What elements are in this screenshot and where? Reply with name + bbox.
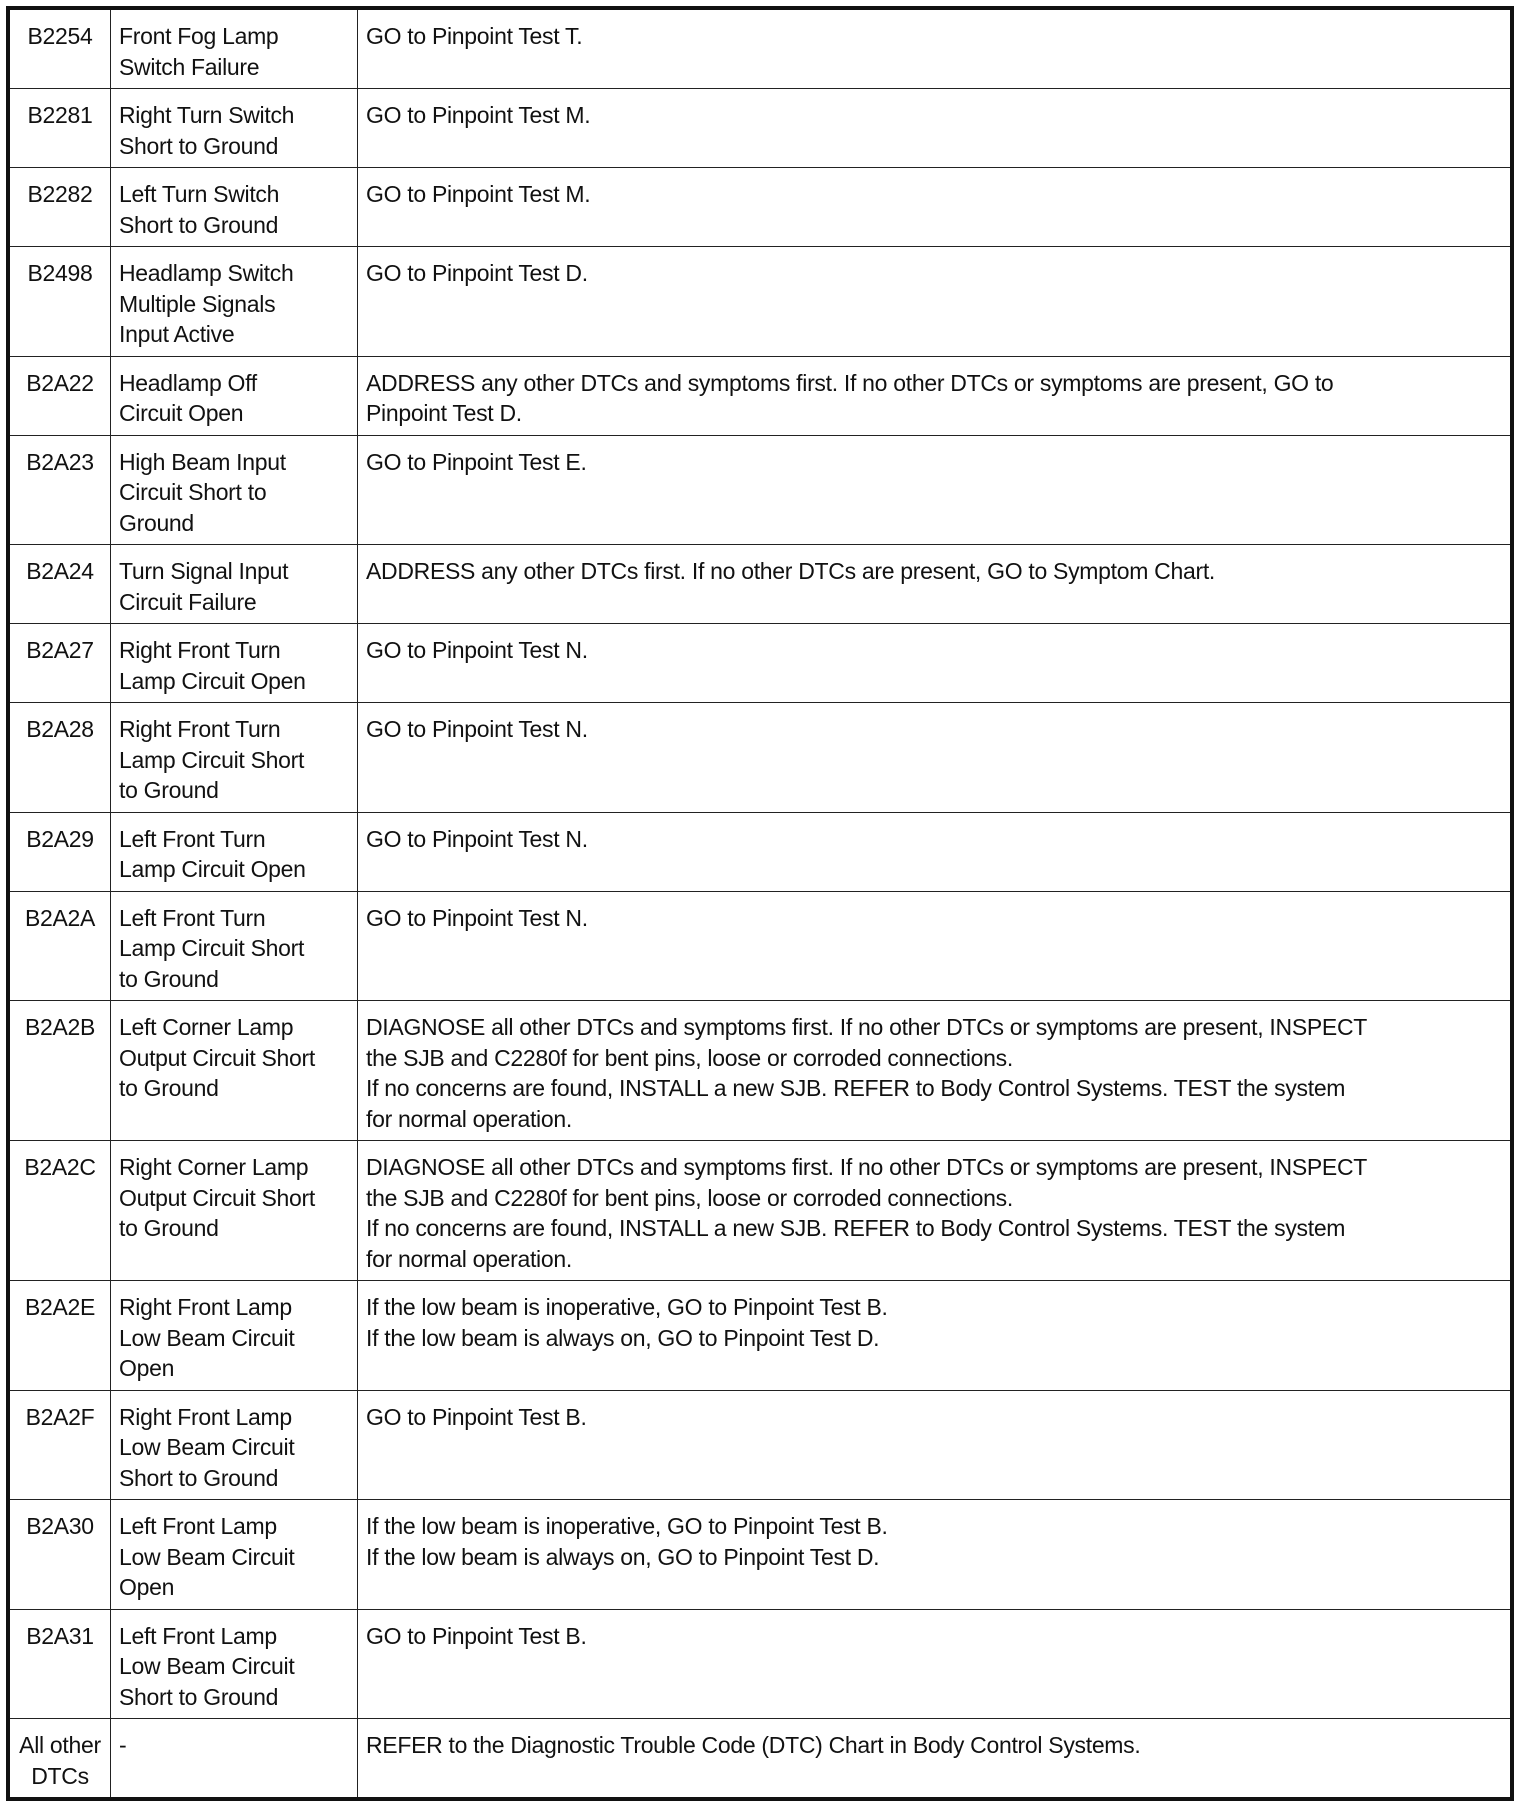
dtc-description-line: Lamp Circuit Short xyxy=(119,746,305,773)
dtc-description-line: - xyxy=(119,1732,127,1758)
action-line: GO to Pinpoint Test M. xyxy=(366,102,591,128)
action-line: GO to Pinpoint Test D. xyxy=(366,260,588,286)
dtc-code-line: B2254 xyxy=(27,23,93,49)
action-line: DIAGNOSE all other DTCs and symptoms first. If no other DTCs or symptoms are present, INSPECT xyxy=(366,1014,1368,1040)
dtc-description-line: Short to Ground xyxy=(119,1683,279,1710)
table-row xyxy=(8,1500,1512,1610)
table-row xyxy=(8,1141,1512,1281)
dtc-description-line: Short to Ground xyxy=(119,132,279,159)
action-cell xyxy=(358,1719,1513,1800)
dtc-code-cell xyxy=(8,1281,111,1391)
action-cell xyxy=(358,1390,1513,1500)
action-cell xyxy=(358,1609,1513,1719)
dtc-description-cell xyxy=(111,1719,358,1800)
dtc-description-line: to Ground xyxy=(119,1075,219,1101)
dtc-code-line: B2A2E xyxy=(24,1294,96,1320)
dtc-description-cell xyxy=(111,1500,358,1610)
dtc-table xyxy=(6,6,1514,1801)
action-line: the SJB and C2280f for bent pins, loose or corroded connections. xyxy=(366,1044,1013,1071)
table-row xyxy=(8,545,1512,624)
action-cell xyxy=(358,1141,1513,1281)
table-row xyxy=(8,1390,1512,1500)
dtc-description-line: Circuit Open xyxy=(119,400,244,426)
dtc-description-cell xyxy=(111,435,358,545)
dtc-description-line: Left Front Lamp xyxy=(119,1622,277,1649)
action-cell xyxy=(358,247,1513,357)
dtc-description-line: Output Circuit Short xyxy=(119,1044,315,1071)
action-line: If the low beam is inoperative, GO to Pinpoint Test B. xyxy=(366,1513,888,1539)
dtc-code-line: B2A29 xyxy=(26,825,94,852)
action-line: GO to Pinpoint Test B. xyxy=(366,1622,587,1649)
action-cell xyxy=(358,356,1513,435)
table-row xyxy=(8,1609,1512,1719)
dtc-description-line: Short to Ground xyxy=(119,211,279,238)
table-row xyxy=(8,1281,1512,1391)
dtc-code-line: B2A2F xyxy=(25,1403,95,1430)
dtc-description-line: Low Beam Circuit xyxy=(119,1543,295,1570)
table-row xyxy=(8,89,1512,168)
action-cell xyxy=(358,812,1513,891)
action-line: ADDRESS any other DTCs first. If no other DTCs are present, GO to Symptom Chart. xyxy=(366,558,1216,584)
dtc-description-cell xyxy=(111,89,358,168)
dtc-description-line: Low Beam Circuit xyxy=(119,1324,295,1351)
action-line: for normal operation. xyxy=(366,1245,572,1272)
dtc-description-cell xyxy=(111,891,358,1001)
dtc-code-cell xyxy=(8,1719,111,1800)
dtc-description-cell xyxy=(111,1141,358,1281)
dtc-description-line: Switch Failure xyxy=(119,53,260,80)
dtc-code-line: B2A30 xyxy=(26,1513,94,1539)
dtc-description-line: to Ground xyxy=(119,1215,219,1241)
dtc-code-cell xyxy=(8,89,111,168)
dtc-description-line: Short to Ground xyxy=(119,1464,279,1491)
dtc-description-line: Left Turn Switch xyxy=(119,181,280,207)
dtc-description-cell xyxy=(111,703,358,813)
dtc-description-line: Lamp Circuit Open xyxy=(119,856,306,882)
table-row xyxy=(8,356,1512,435)
dtc-description-line: Left Front Turn xyxy=(119,825,266,852)
action-line: If no concerns are found, INSTALL a new SJB. REFER to Body Control Systems. TEST the system xyxy=(366,1215,1346,1241)
dtc-code-line: B2A28 xyxy=(26,716,94,742)
dtc-description-cell xyxy=(111,247,358,357)
action-line: GO to Pinpoint Test B. xyxy=(366,1403,587,1430)
dtc-description-cell xyxy=(111,1001,358,1141)
table-row xyxy=(8,1719,1512,1800)
dtc-code-cell xyxy=(8,1390,111,1500)
dtc-description-line: Right Front Turn xyxy=(119,716,281,742)
dtc-description-line: Low Beam Circuit xyxy=(119,1653,295,1679)
table-row xyxy=(8,435,1512,545)
dtc-description-line: Circuit Short to xyxy=(119,479,267,505)
dtc-description-line: Lamp Circuit Open xyxy=(119,667,306,694)
dtc-description-line: Lamp Circuit Short xyxy=(119,935,305,961)
dtc-description-line: Left Front Turn xyxy=(119,904,266,931)
dtc-description-line: Right Front Lamp xyxy=(119,1294,292,1320)
dtc-code-line: B2281 xyxy=(27,102,93,128)
dtc-description-cell xyxy=(111,545,358,624)
action-line: REFER to the Diagnostic Trouble Code (DTC) Chart in Body Control Systems. xyxy=(366,1732,1141,1758)
dtc-table-body xyxy=(8,8,1512,1799)
dtc-description-line: Input Active xyxy=(119,321,235,347)
dtc-code-cell xyxy=(8,1001,111,1141)
action-cell xyxy=(358,8,1513,89)
dtc-code-cell xyxy=(8,247,111,357)
action-line: ADDRESS any other DTCs and symptoms first. If no other DTCs or symptoms are present, GO to xyxy=(366,369,1334,396)
dtc-code-cell xyxy=(8,1141,111,1281)
dtc-description-line: Headlamp Off xyxy=(119,369,257,396)
dtc-code-cell xyxy=(8,545,111,624)
dtc-code-line: B2A2A xyxy=(24,904,96,931)
dtc-description-cell xyxy=(111,8,358,89)
action-line: for normal operation. xyxy=(366,1105,572,1132)
dtc-description-line: Output Circuit Short xyxy=(119,1184,315,1211)
action-cell xyxy=(358,1500,1513,1610)
action-cell xyxy=(358,168,1513,247)
action-cell xyxy=(358,545,1513,624)
table-row xyxy=(8,891,1512,1001)
dtc-code-line: DTCs xyxy=(31,1762,89,1789)
dtc-code-cell xyxy=(8,1609,111,1719)
action-line: GO to Pinpoint Test N. xyxy=(366,637,588,663)
action-line: If the low beam is always on, GO to Pinpoint Test D. xyxy=(366,1324,880,1351)
action-line: GO to Pinpoint Test M. xyxy=(366,181,591,207)
dtc-code-line: All other xyxy=(19,1732,101,1758)
dtc-code-line: B2498 xyxy=(27,260,93,286)
dtc-code-line: B2A22 xyxy=(26,369,94,396)
dtc-description-line: Left Front Lamp xyxy=(119,1513,277,1539)
dtc-code-line: B2A2C xyxy=(24,1154,96,1180)
table-row xyxy=(8,624,1512,703)
dtc-code-cell xyxy=(8,435,111,545)
dtc-code-cell xyxy=(8,356,111,435)
table-row xyxy=(8,247,1512,357)
dtc-description-cell xyxy=(111,168,358,247)
table-row xyxy=(8,168,1512,247)
action-line: GO to Pinpoint Test N. xyxy=(366,716,588,742)
action-line: If the low beam is always on, GO to Pinpoint Test D. xyxy=(366,1543,880,1570)
dtc-code-line: B2A2B xyxy=(24,1014,96,1040)
dtc-code-cell xyxy=(8,168,111,247)
dtc-code-line: B2A27 xyxy=(26,637,94,663)
dtc-description-line: High Beam Input xyxy=(119,448,286,475)
action-cell xyxy=(358,1281,1513,1391)
dtc-description-line: Right Corner Lamp xyxy=(119,1154,309,1180)
action-cell xyxy=(358,1001,1513,1141)
action-line: GO to Pinpoint Test T. xyxy=(366,23,583,49)
action-line: DIAGNOSE all other DTCs and symptoms first. If no other DTCs or symptoms are present, INSPECT xyxy=(366,1154,1368,1180)
dtc-code-cell xyxy=(8,624,111,703)
table-row xyxy=(8,1001,1512,1141)
action-line: the SJB and C2280f for bent pins, loose or corroded connections. xyxy=(366,1184,1013,1211)
dtc-description-line: Multiple Signals xyxy=(119,290,276,317)
dtc-description-line: to Ground xyxy=(119,777,219,803)
action-line: GO to Pinpoint Test N. xyxy=(366,825,588,852)
dtc-description-cell xyxy=(111,1281,358,1391)
table-row xyxy=(8,812,1512,891)
dtc-description-cell xyxy=(111,356,358,435)
dtc-description-line: Open xyxy=(119,1574,175,1600)
dtc-description-line: Low Beam Circuit xyxy=(119,1434,295,1460)
dtc-description-line: Right Front Lamp xyxy=(119,1403,292,1430)
dtc-description-cell xyxy=(111,812,358,891)
action-cell xyxy=(358,435,1513,545)
action-line: GO to Pinpoint Test N. xyxy=(366,904,588,931)
action-line: If no concerns are found, INSTALL a new SJB. REFER to Body Control Systems. TEST the system xyxy=(366,1075,1346,1101)
dtc-code-cell xyxy=(8,1500,111,1610)
dtc-description-line: Ground xyxy=(119,509,194,536)
action-line: Pinpoint Test D. xyxy=(366,400,522,426)
dtc-description-line: to Ground xyxy=(119,965,219,992)
dtc-description-line: Circuit Failure xyxy=(119,588,257,615)
action-line: If the low beam is inoperative, GO to Pinpoint Test B. xyxy=(366,1294,888,1320)
dtc-code-line: B2A31 xyxy=(26,1622,94,1649)
action-cell xyxy=(358,891,1513,1001)
dtc-description-line: Front Fog Lamp xyxy=(119,23,279,49)
action-line: GO to Pinpoint Test E. xyxy=(366,448,587,475)
dtc-code-cell xyxy=(8,703,111,813)
dtc-code-cell xyxy=(8,812,111,891)
dtc-description-cell xyxy=(111,1609,358,1719)
dtc-description-cell xyxy=(111,1390,358,1500)
action-cell xyxy=(358,624,1513,703)
action-cell xyxy=(358,703,1513,813)
dtc-code-cell xyxy=(8,891,111,1001)
dtc-description-line: Right Turn Switch xyxy=(119,102,295,128)
dtc-description-line: Right Front Turn xyxy=(119,637,281,663)
table-row xyxy=(8,8,1512,89)
dtc-code-line: B2A23 xyxy=(26,448,94,475)
dtc-description-line: Headlamp Switch xyxy=(119,260,294,286)
dtc-description-line: Open xyxy=(119,1355,175,1381)
dtc-code-cell xyxy=(8,8,111,89)
dtc-code-line: B2282 xyxy=(27,181,93,207)
action-cell xyxy=(358,89,1513,168)
dtc-description-line: Turn Signal Input xyxy=(119,558,289,584)
dtc-description-cell xyxy=(111,624,358,703)
dtc-code-line: B2A24 xyxy=(26,558,94,584)
dtc-description-line: Left Corner Lamp xyxy=(119,1014,294,1040)
table-row xyxy=(8,703,1512,813)
